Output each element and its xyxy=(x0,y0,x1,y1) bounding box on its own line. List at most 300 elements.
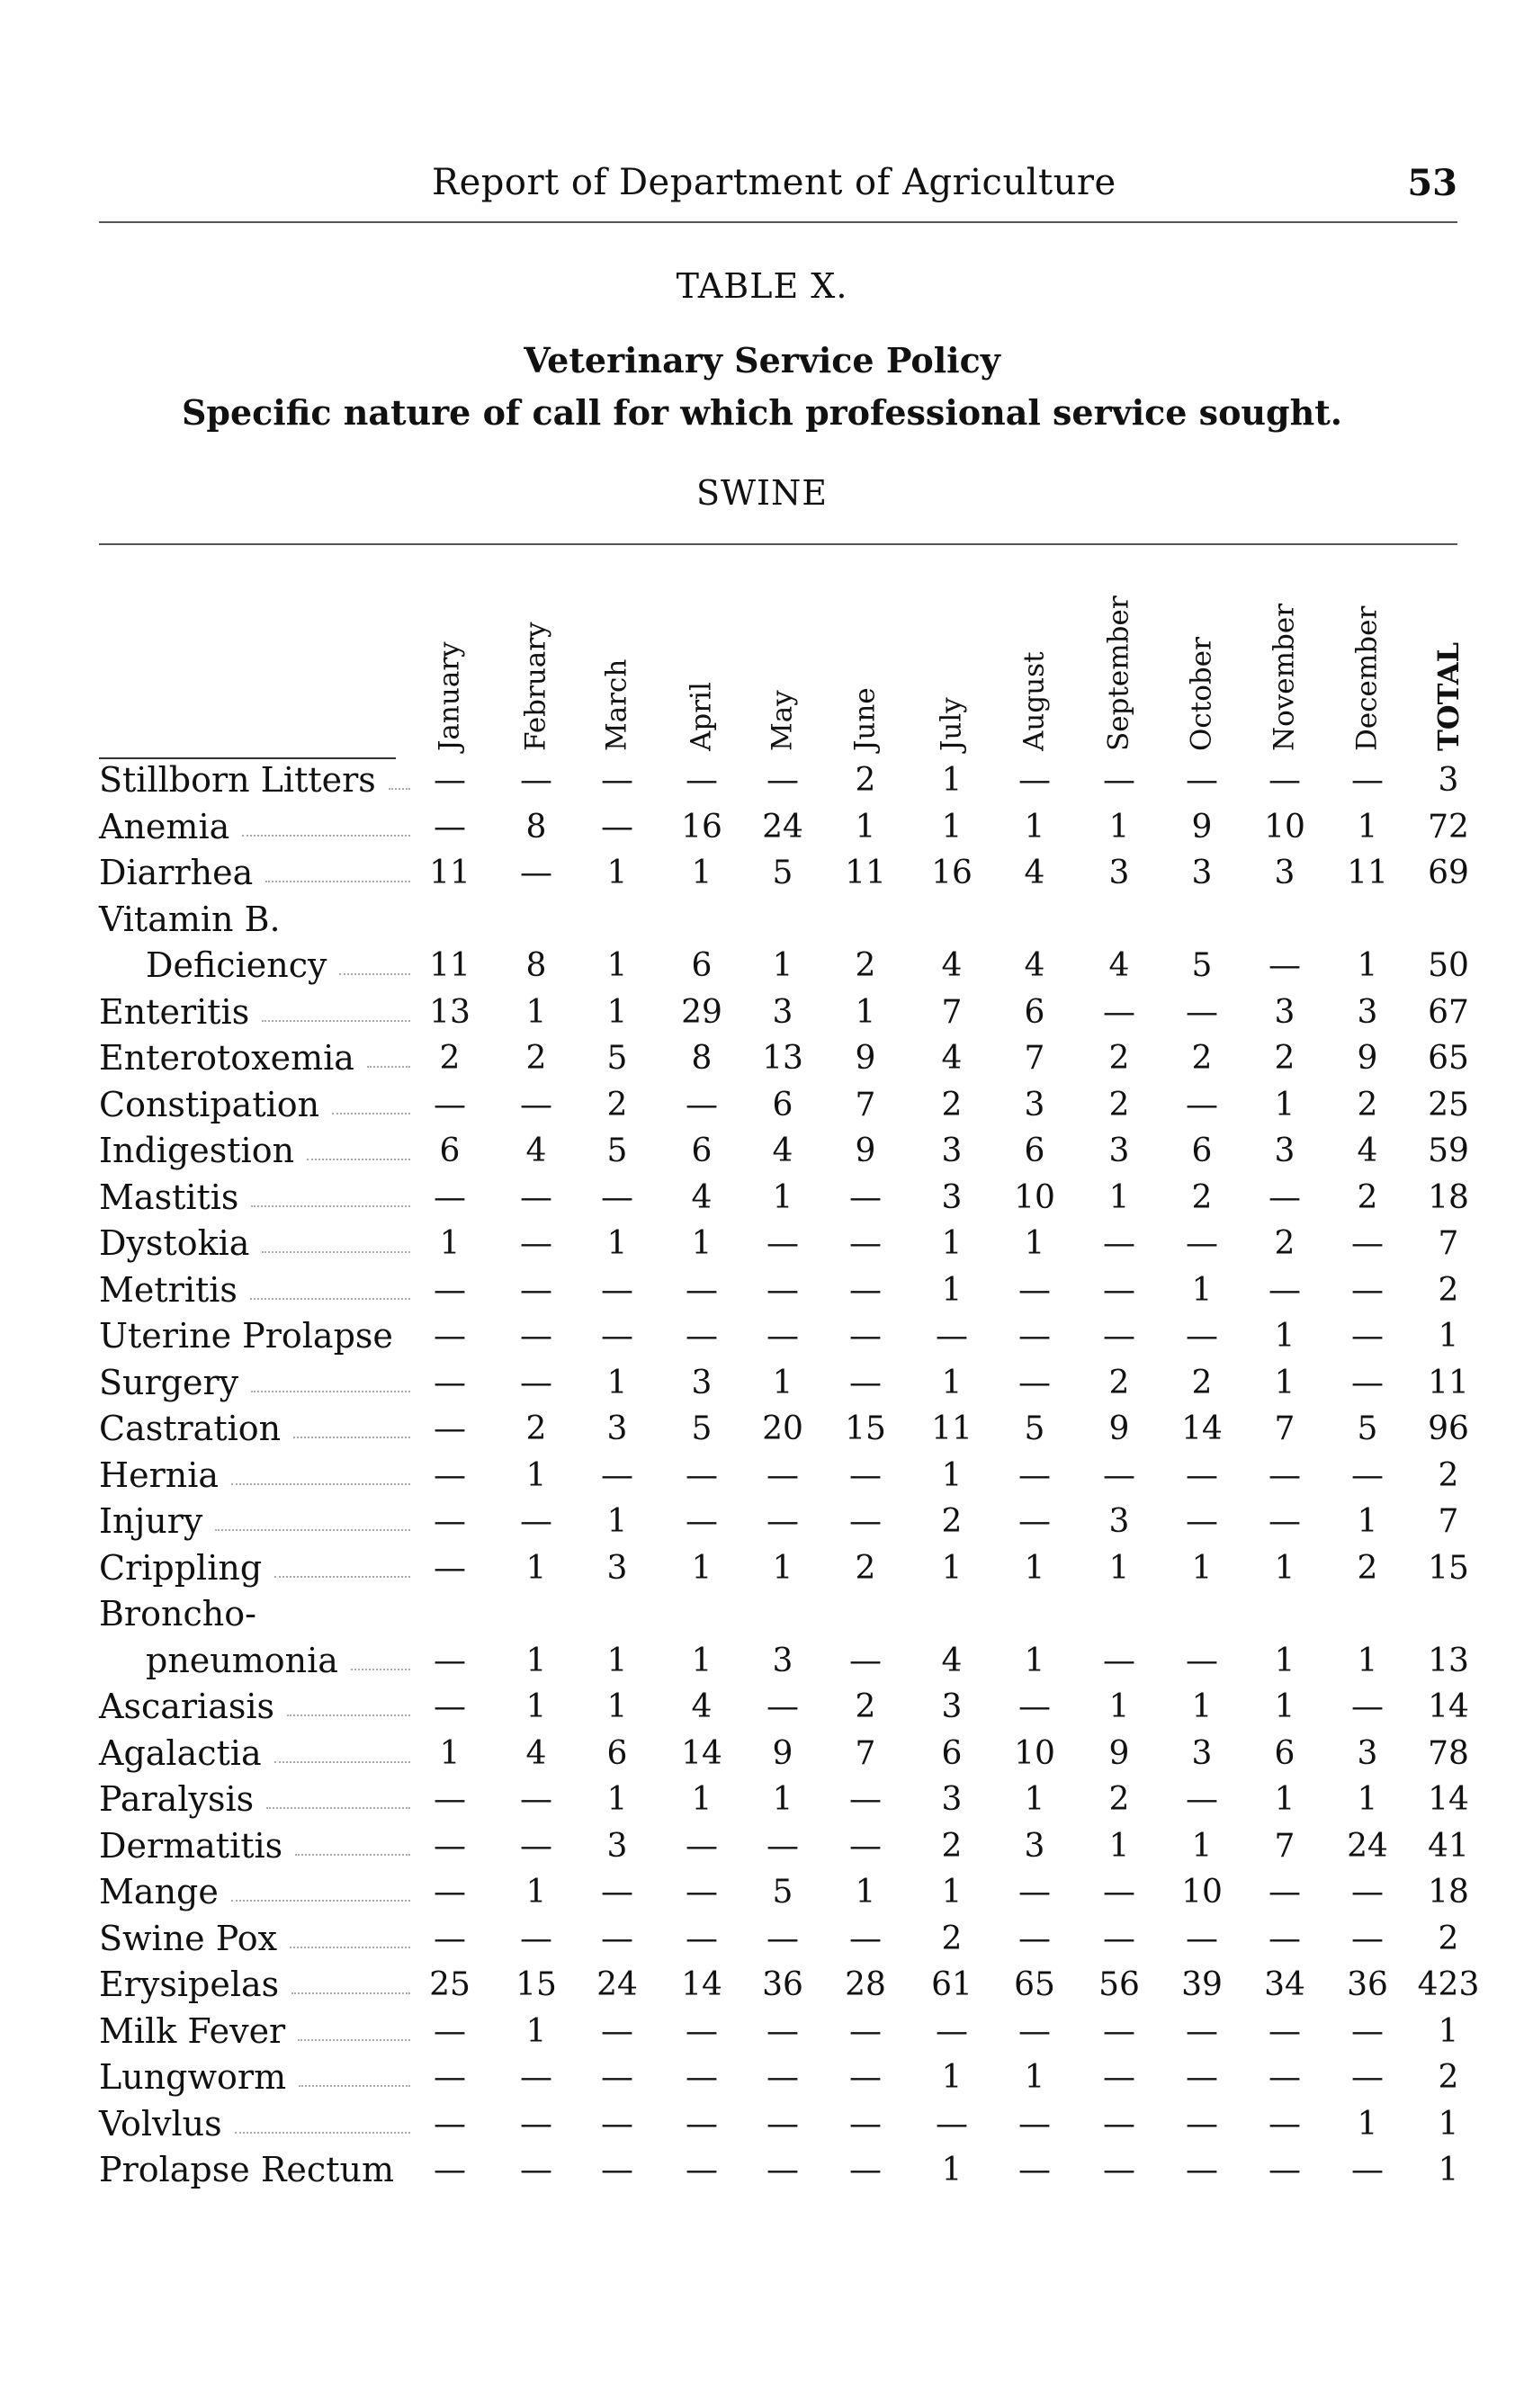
table-cell: 2 xyxy=(606,1086,628,1123)
row-label: Erysipelas xyxy=(99,1965,280,2004)
table-cell: 11 xyxy=(429,947,471,984)
table-row xyxy=(99,1591,1475,1638)
column-header-label: April xyxy=(685,682,718,751)
table-cell: 4 xyxy=(691,1178,713,1216)
column-header-label: August xyxy=(1017,651,1051,751)
table-cell: 65 xyxy=(1014,1966,1055,2003)
table-cell: 1 xyxy=(1191,1827,1213,1865)
table-row xyxy=(99,1175,1475,1222)
table-cell: 1 xyxy=(1274,1364,1295,1401)
table-cell: — xyxy=(1103,1318,1135,1355)
table-cell: — xyxy=(434,1874,466,1911)
table-cell: 3 xyxy=(772,1642,793,1679)
table-cell: — xyxy=(520,2059,552,2096)
table-cell: 3 xyxy=(1191,1734,1213,1772)
table-row xyxy=(99,1638,1475,1685)
table-cell: — xyxy=(686,2059,718,2096)
table-cell: 14 xyxy=(681,1966,722,2003)
table-cell: 2 xyxy=(1357,1178,1378,1216)
table-cell: — xyxy=(520,1271,552,1309)
table-cell: 1 xyxy=(1357,808,1378,846)
table-cell: 1 xyxy=(941,2059,963,2096)
table-cell: — xyxy=(849,1456,882,1494)
table-cell: 15 xyxy=(515,1966,557,2003)
table-cell: — xyxy=(766,1503,799,1540)
table-row xyxy=(99,897,1475,944)
table-row xyxy=(99,850,1475,897)
table-cell: 1 xyxy=(1024,808,1045,846)
table-cell: 1 xyxy=(1024,1642,1045,1679)
table-cell: — xyxy=(766,1827,799,1865)
table-cell: 10 xyxy=(1264,808,1305,846)
table-cell: 1 xyxy=(941,1225,963,1262)
total-cell: 25 xyxy=(1428,1086,1469,1123)
table-cell: — xyxy=(1018,1874,1051,1911)
row-label: Anemia xyxy=(99,806,230,846)
table-cell: 9 xyxy=(1357,1040,1378,1077)
table-cell: — xyxy=(766,1920,799,1957)
table-cell: — xyxy=(686,1318,718,1355)
table-cell: 2 xyxy=(439,1040,461,1077)
table-cell: 2 xyxy=(941,1827,963,1865)
header-rule xyxy=(99,221,1457,223)
leader-dots xyxy=(231,1483,410,1485)
table-cell: 16 xyxy=(681,808,722,846)
leader-dots xyxy=(250,1298,410,1300)
table-cell: — xyxy=(1269,1271,1301,1309)
table-cell: 7 xyxy=(1274,1827,1295,1865)
table-cell: — xyxy=(520,1781,552,1818)
total-cell: 14 xyxy=(1428,1781,1469,1818)
leader-dots xyxy=(265,881,410,882)
table-cell: 1 xyxy=(606,855,628,891)
table-row xyxy=(99,1267,1475,1314)
table-cell: 11 xyxy=(845,855,886,891)
table-cell: — xyxy=(1186,1920,1218,1957)
table-cell: 1 xyxy=(691,1781,713,1818)
table-cell: 1 xyxy=(439,1734,461,1772)
table-row xyxy=(99,1916,1475,1963)
table-cell: 2 xyxy=(855,1688,876,1725)
table-cell: 4 xyxy=(772,1132,793,1169)
table-cell: 1 xyxy=(1357,947,1378,984)
table-cell: — xyxy=(601,1271,633,1309)
table-cell: 24 xyxy=(1347,1827,1388,1865)
table-cell: — xyxy=(1103,1456,1135,1494)
leader-dots xyxy=(287,1714,410,1716)
table-cell: — xyxy=(849,1827,882,1865)
row-label: Metritis xyxy=(99,1269,238,1310)
table-cell: 1 xyxy=(691,1642,713,1679)
row-label: Crippling xyxy=(99,1547,263,1588)
table-cell: — xyxy=(1186,1086,1218,1123)
table-cell: 9 xyxy=(1191,808,1213,846)
table-row xyxy=(99,757,1475,804)
table-cell: 1 xyxy=(691,1225,713,1262)
table-cell: — xyxy=(520,1225,552,1262)
table-cell: — xyxy=(1018,2152,1051,2189)
page-number: 53 xyxy=(1407,162,1457,204)
row-label: Constipation xyxy=(99,1084,320,1124)
table-row xyxy=(99,2147,1475,2194)
table-cell: — xyxy=(601,762,633,799)
table-cell: 1 xyxy=(606,947,628,984)
table-cell: 4 xyxy=(1357,1132,1378,1169)
table-cell: — xyxy=(1103,2059,1135,2096)
column-header-may xyxy=(756,558,810,751)
table-row xyxy=(99,1869,1475,1916)
leader-dots xyxy=(351,1669,410,1670)
total-cell: 67 xyxy=(1428,993,1469,1031)
table-cell: — xyxy=(1103,1920,1135,1957)
row-label: Indigestion xyxy=(99,1131,295,1170)
table-row xyxy=(99,1499,1475,1545)
table-cell: — xyxy=(686,1456,718,1494)
table-cell: — xyxy=(1018,1364,1051,1401)
table-cell: — xyxy=(766,1271,799,1309)
table-cell: 1 xyxy=(1357,1503,1378,1540)
table-cell: — xyxy=(1186,993,1218,1031)
table-cell: 15 xyxy=(845,1410,886,1447)
table-cell: — xyxy=(1018,1688,1051,1725)
table-cell: — xyxy=(1186,2012,1218,2050)
table-cell: — xyxy=(1186,1318,1218,1355)
table-cell: — xyxy=(686,1086,718,1123)
table-cell: — xyxy=(601,2105,633,2143)
column-header-label: January xyxy=(433,641,466,751)
table-cell: 3 xyxy=(1024,1086,1045,1123)
table-cell: 7 xyxy=(855,1086,876,1123)
table-cell: — xyxy=(1018,1271,1051,1309)
total-cell: 78 xyxy=(1428,1734,1469,1772)
table-cell: 4 xyxy=(941,1642,963,1679)
column-header-label: TOTAL xyxy=(1431,641,1466,751)
table-cell: 2 xyxy=(1191,1040,1213,1077)
table-cell: 7 xyxy=(941,993,963,1031)
table-cell: — xyxy=(1269,1456,1301,1494)
table-cell: 3 xyxy=(772,993,793,1031)
table-cell: 1 xyxy=(606,1781,628,1818)
table-cell: 1 xyxy=(1108,1549,1130,1587)
table-cell: 8 xyxy=(691,1040,713,1077)
table-cell: 14 xyxy=(1181,1410,1223,1447)
table-cell: 3 xyxy=(1108,1503,1130,1540)
column-header-label: December xyxy=(1350,605,1384,751)
table-cell: — xyxy=(1351,1271,1384,1309)
table-cell: 1 xyxy=(606,1503,628,1540)
table-cell: — xyxy=(766,1688,799,1725)
table-cell: — xyxy=(434,1920,466,1957)
table-cell: 1 xyxy=(606,993,628,1031)
row-label: Ascariasis xyxy=(99,1687,275,1726)
table-cell: 3 xyxy=(941,1178,963,1216)
column-header-january xyxy=(423,558,477,751)
table-cell: 6 xyxy=(606,1734,628,1772)
table-cell: — xyxy=(601,1920,633,1957)
table-cell: — xyxy=(1018,1920,1051,1957)
column-header-label: October xyxy=(1185,637,1218,751)
table-cell: 25 xyxy=(429,1966,471,2003)
table-cell: 2 xyxy=(525,1410,547,1447)
table-cell: 7 xyxy=(1024,1040,1045,1077)
table-cell: — xyxy=(1351,2012,1384,2050)
table-cell: 3 xyxy=(941,1688,963,1725)
total-cell: 18 xyxy=(1428,1874,1469,1911)
data-table xyxy=(99,757,1480,2194)
table-cell: — xyxy=(434,1364,466,1401)
table-cell: 1 xyxy=(525,1549,547,1587)
table-row xyxy=(99,1962,1480,2009)
table-cell: 1 xyxy=(606,1364,628,1401)
table-cell: 5 xyxy=(606,1040,628,1077)
table-top-rule xyxy=(99,543,1457,545)
total-cell: 1 xyxy=(1438,1318,1459,1355)
total-cell: 11 xyxy=(1428,1364,1469,1401)
table-cell: 3 xyxy=(1357,993,1378,1031)
leader-dots xyxy=(262,1020,410,1022)
table-cell: — xyxy=(1018,1318,1051,1355)
table-row xyxy=(99,1777,1475,1823)
table-cell: — xyxy=(1351,2059,1384,2096)
table-cell: — xyxy=(520,1364,552,1401)
table-cell: — xyxy=(434,2012,466,2050)
table-cell: 6 xyxy=(1024,993,1045,1031)
table-cell: — xyxy=(1186,2059,1218,2096)
row-label: Enterotoxemia xyxy=(99,1038,354,1078)
row-label: Hernia xyxy=(99,1455,220,1495)
table-cell: 2 xyxy=(941,1920,963,1957)
table-row xyxy=(99,804,1475,851)
table-cell: — xyxy=(434,2105,466,2143)
leader-dots xyxy=(307,1159,410,1160)
table-cell: — xyxy=(1269,2152,1301,2189)
table-cell: — xyxy=(1103,1874,1135,1911)
leader-dots xyxy=(367,1066,410,1068)
row-label: Volvlus xyxy=(99,2103,222,2144)
leader-dots xyxy=(339,973,410,975)
table-cell: — xyxy=(766,1225,799,1262)
leader-dots xyxy=(262,1251,410,1253)
table-cell: — xyxy=(686,1920,718,1957)
table-cell: 36 xyxy=(762,1966,803,2003)
table-cell: — xyxy=(520,2152,552,2189)
total-cell: 72 xyxy=(1428,808,1469,846)
table-cell: — xyxy=(520,1318,552,1355)
table-cell: 1 xyxy=(525,1688,547,1725)
table-cell: — xyxy=(686,1503,718,1540)
table-cell: 1 xyxy=(1108,1178,1130,1216)
table-cell: 2 xyxy=(1357,1549,1378,1587)
table-cell: 5 xyxy=(772,1874,793,1911)
table-cell: 5 xyxy=(1357,1410,1378,1447)
table-cell: — xyxy=(1186,1781,1218,1818)
table-cell: — xyxy=(1269,1920,1301,1957)
table-cell: — xyxy=(520,1086,552,1123)
column-header-august xyxy=(1008,558,1062,751)
table-cell: — xyxy=(434,808,466,846)
table-cell: — xyxy=(1186,2152,1218,2189)
table-cell: — xyxy=(434,1642,466,1679)
table-cell: 7 xyxy=(1274,1410,1295,1447)
table-cell: — xyxy=(434,1827,466,1865)
row-label: Dystokia xyxy=(99,1223,250,1263)
table-cell: — xyxy=(1351,2152,1384,2189)
table-cell: 4 xyxy=(1108,947,1130,984)
table-cell: 3 xyxy=(606,1549,628,1587)
table-cell: 10 xyxy=(1014,1734,1055,1772)
table-cell: — xyxy=(434,1456,466,1494)
column-header-november xyxy=(1258,558,1312,751)
table-cell: 20 xyxy=(762,1410,803,1447)
table-cell: 1 xyxy=(1024,2059,1045,2096)
table-cell: — xyxy=(520,1827,552,1865)
table-row xyxy=(99,989,1475,1036)
table-row xyxy=(99,1545,1475,1592)
table-cell: 3 xyxy=(1357,1734,1378,1772)
table-cell: 5 xyxy=(772,855,793,891)
row-label: Uterine Prolapse xyxy=(99,1316,393,1356)
row-label: Swine Pox xyxy=(99,1918,278,1958)
table-cell: — xyxy=(1351,1225,1384,1262)
table-cell: — xyxy=(686,1271,718,1309)
table-cell: — xyxy=(434,1318,466,1355)
table-cell: — xyxy=(434,1688,466,1725)
total-cell: 3 xyxy=(1438,762,1459,799)
table-cell: 2 xyxy=(1191,1178,1213,1216)
table-row xyxy=(99,2009,1475,2055)
leader-dots xyxy=(299,2085,410,2087)
table-cell: 9 xyxy=(855,1040,876,1077)
total-cell: 50 xyxy=(1428,947,1469,984)
table-cell: 1 xyxy=(855,808,876,846)
table-cell: — xyxy=(686,2152,718,2189)
table-cell: — xyxy=(434,1781,466,1818)
table-cell: 1 xyxy=(525,2012,547,2050)
table-cell: 1 xyxy=(525,993,547,1031)
total-cell: 69 xyxy=(1428,855,1469,891)
table-cell: 6 xyxy=(1024,1132,1045,1169)
table-row xyxy=(99,1453,1475,1499)
table-cell: 2 xyxy=(855,1549,876,1587)
table-cell: — xyxy=(1186,1456,1218,1494)
table-cell: 1 xyxy=(1191,1271,1213,1309)
table-cell: — xyxy=(849,2012,882,2050)
table-cell: — xyxy=(434,1086,466,1123)
total-cell: 7 xyxy=(1438,1225,1459,1262)
table-cell: — xyxy=(601,2152,633,2189)
table-cell: 1 xyxy=(941,1364,963,1401)
table-cell: — xyxy=(601,2012,633,2050)
table-cell: 2 xyxy=(941,1503,963,1540)
table-cell: 1 xyxy=(439,1225,461,1262)
table-cell: — xyxy=(766,2105,799,2143)
table-cell: 1 xyxy=(606,1642,628,1679)
column-header-total xyxy=(1421,558,1475,751)
table-cell: — xyxy=(1103,1225,1135,1262)
table-cell: — xyxy=(1103,2152,1135,2189)
row-label: Milk Fever xyxy=(99,2010,286,2051)
leader-dots xyxy=(389,788,410,790)
column-header-label: June xyxy=(848,687,882,751)
table-cell: — xyxy=(1103,2012,1135,2050)
table-cell: — xyxy=(849,2152,882,2189)
table-cell: 3 xyxy=(1108,1132,1130,1169)
table-cell: 1 xyxy=(525,1456,547,1494)
table-cell: — xyxy=(434,762,466,799)
table-cell: — xyxy=(766,2152,799,2189)
table-subtitle: Veterinary Service Policy xyxy=(524,340,1000,380)
leader-dots xyxy=(295,1854,410,1856)
table-cell: — xyxy=(1103,1642,1135,1679)
table-cell: 2 xyxy=(1108,1086,1130,1123)
table-cell: 2 xyxy=(1108,1040,1130,1077)
row-label: Vitamin B. xyxy=(99,899,281,939)
row-label: Agalactia xyxy=(99,1732,262,1773)
table-cell: 2 xyxy=(1191,1364,1213,1401)
table-cell: 3 xyxy=(941,1132,963,1169)
table-cell: 6 xyxy=(1191,1132,1213,1169)
table-cell: — xyxy=(1018,1456,1051,1494)
table-cell: — xyxy=(1351,762,1384,799)
table-cell: 11 xyxy=(429,855,471,891)
table-cell: 11 xyxy=(1347,855,1388,891)
table-cell: 1 xyxy=(1274,1318,1295,1355)
row-label: Prolapse Rectum xyxy=(99,2150,394,2189)
leader-dots xyxy=(242,835,410,837)
table-cell: — xyxy=(1186,1503,1218,1540)
table-cell: — xyxy=(1103,762,1135,799)
table-cell: 2 xyxy=(1274,1040,1295,1077)
table-cell: — xyxy=(849,1781,882,1818)
table-cell: 3 xyxy=(1274,1132,1295,1169)
table-cell: — xyxy=(1018,2105,1051,2143)
table-cell: 1 xyxy=(1357,2105,1378,2143)
row-label: Injury xyxy=(99,1501,203,1541)
table-title: TABLE X. xyxy=(676,266,848,306)
column-header-july xyxy=(925,558,979,751)
row-label: Mastitis xyxy=(99,1177,239,1217)
table-cell: 1 xyxy=(772,1781,793,1818)
leader-dots xyxy=(290,1947,410,1948)
table-cell: — xyxy=(1018,762,1051,799)
table-cell: 3 xyxy=(1274,993,1295,1031)
table-cell: 1 xyxy=(941,2152,963,2189)
row-label: Enteritis xyxy=(99,991,250,1032)
column-header-february xyxy=(509,558,563,751)
table-cell: — xyxy=(434,2059,466,2096)
table-cell: 13 xyxy=(762,1040,803,1077)
table-cell: 10 xyxy=(1181,1874,1223,1911)
table-description: Specific nature of call for which professional service sought. xyxy=(181,392,1343,433)
table-cell: — xyxy=(686,762,718,799)
leader-dots xyxy=(298,2039,410,2041)
table-cell: — xyxy=(1269,947,1301,984)
table-cell: 4 xyxy=(941,1040,963,1077)
table-cell: 6 xyxy=(439,1132,461,1169)
row-label: Stillborn Litters xyxy=(99,760,376,800)
total-cell: 14 xyxy=(1428,1688,1469,1725)
table-cell: 2 xyxy=(1274,1225,1295,1262)
table-cell: — xyxy=(849,1920,882,1957)
table-cell: — xyxy=(686,2105,718,2143)
row-label: Mange xyxy=(99,1872,219,1911)
table-cell: — xyxy=(849,1642,882,1679)
row-label: Deficiency xyxy=(146,945,327,985)
table-cell: 1 xyxy=(606,1688,628,1725)
table-cell: 1 xyxy=(772,1364,793,1401)
table-cell: — xyxy=(1018,2012,1051,2050)
table-cell: — xyxy=(1269,1874,1301,1911)
